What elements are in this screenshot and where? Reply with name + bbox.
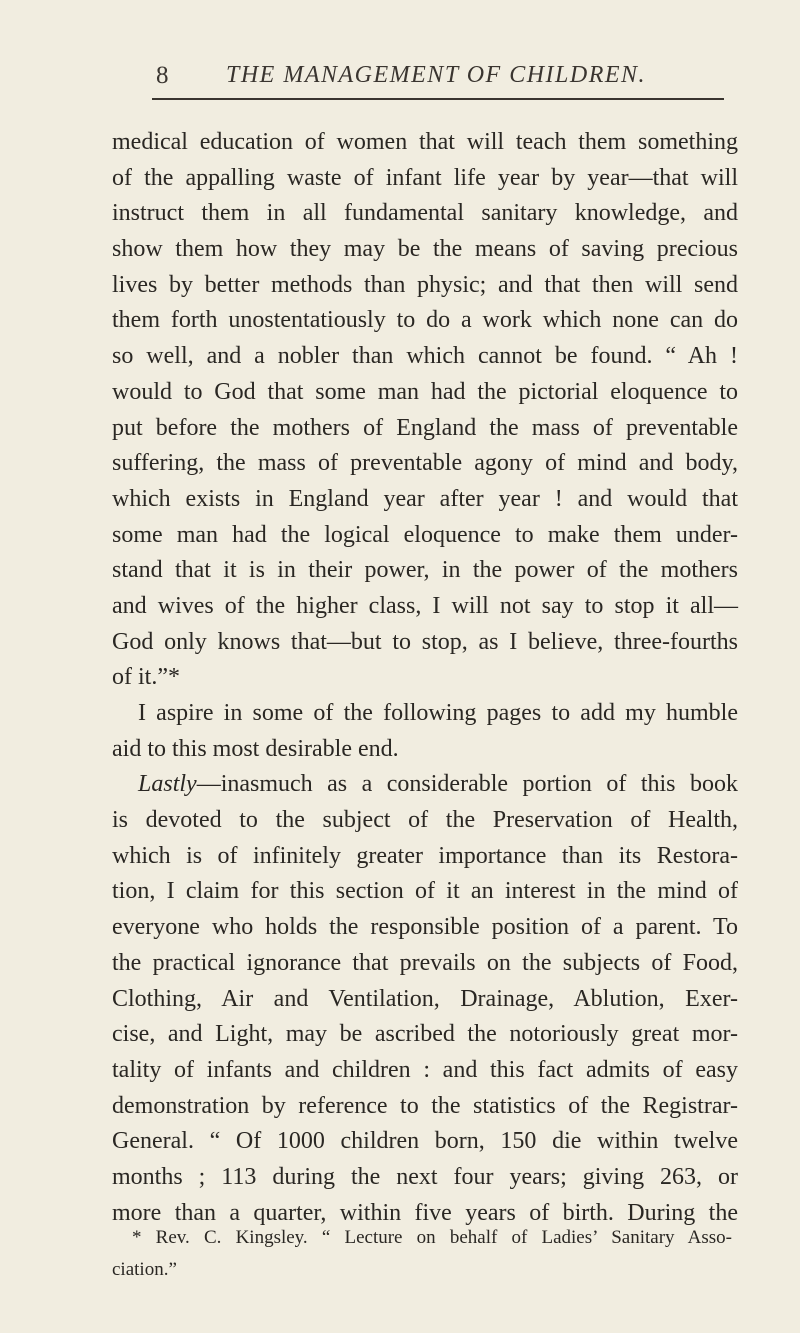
text-line: General. “ Of 1000 children born, 150 die within twelve [112, 1128, 738, 1155]
text-line: of the appalling waste of infant life year by year—that will [112, 164, 738, 191]
body-text [112, 125, 738, 1231]
text-line: put before the mothers of England the mass of preventable [112, 414, 738, 441]
text-line: God only knows that—but to stop, as I believe, three-fourths [112, 628, 738, 655]
text-line: demonstration by reference to the statistics of the Registrar- [112, 1092, 738, 1119]
running-title: THE MANAGEMENT OF CHILDREN. [226, 62, 647, 88]
text-line: the practical ignorance that prevails on the subjects of Food, [112, 949, 738, 976]
text-line: of it.”* [112, 664, 180, 691]
text-line: months ; 113 during the next four years; giving 263, or [112, 1163, 738, 1190]
text-line: stand that it is in their power, in the power of the mothers [112, 557, 738, 584]
text-line: everyone who holds the responsible position of a parent. To [112, 914, 738, 941]
text-line: Clothing, Air and Ventilation, Drainage, Ablution, Exer- [112, 985, 738, 1012]
header-rule [152, 98, 724, 100]
text-line: and wives of the higher class, I will not say to stop it all— [112, 592, 738, 619]
lastly-word: Lastly [138, 771, 197, 798]
text-line: I aspire in some of the following pages to add my humble [138, 700, 738, 726]
text-line-lastly [112, 767, 738, 803]
page-header [0, 60, 800, 94]
footnote-line: * Rev. C. Kingsley. “ Lecture on behalf of Ladies’ Sanitary Asso- [132, 1227, 732, 1248]
text-line: medical education of women that will teach them something [112, 129, 738, 155]
text-line: instruct them in all fundamental sanitary knowledge, and [112, 200, 738, 227]
text-line: suffering, the mass of preventable agony of mind and body, [112, 450, 738, 477]
lastly-line-rest: —inasmuch as a considerable portion of this book [196, 771, 738, 798]
text-line: would to God that some man had the pictorial eloquence to [112, 378, 738, 405]
text-line: more than a quarter, within five years of birth. During the [112, 1199, 738, 1226]
text-line: some man had the logical eloquence to make them under- [112, 521, 738, 548]
page-number: 8 [156, 62, 169, 89]
text-line: aid to this most desirable end. [112, 735, 399, 762]
text-line: lives by better methods than physic; and that then will send [112, 271, 738, 298]
text-line: is devoted to the subject of the Preservation of Health, [112, 807, 738, 834]
text-line: show them how they may be the means of saving precious [112, 236, 738, 263]
text-line: which exists in England year after year ! and would that [112, 485, 738, 512]
text-line: tality of infants and children : and this fact admits of easy [112, 1056, 738, 1083]
text-line: which is of infinitely greater importance than its Restora- [112, 842, 738, 869]
footnote-line: ciation.” [112, 1259, 177, 1280]
footnote [112, 1222, 732, 1286]
text-line: so well, and a nobler than which cannot be found. “ Ah ! [112, 343, 738, 370]
text-line: tion, I claim for this section of it an interest in the mind of [112, 878, 738, 905]
text-line: them forth unostentatiously to do a work which none can do [112, 307, 738, 334]
text-line: cise, and Light, may be ascribed the notoriously great mor- [112, 1021, 738, 1048]
